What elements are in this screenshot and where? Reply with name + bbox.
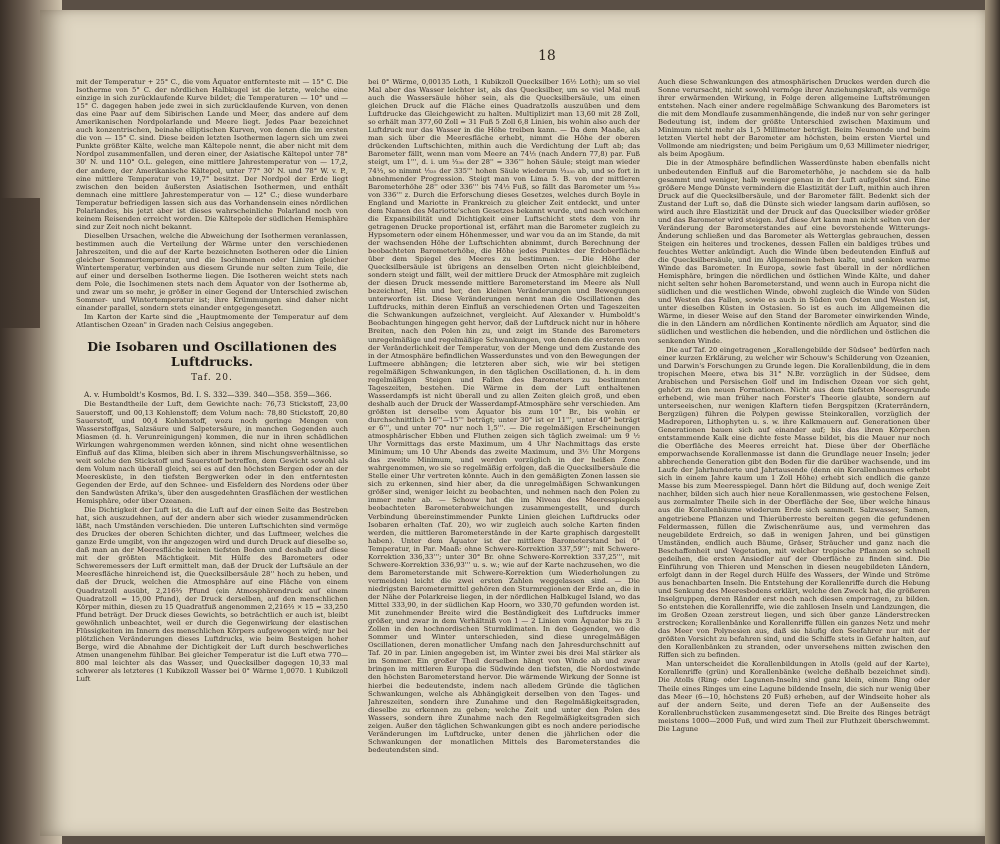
text-column-right	[658, 78, 930, 808]
section-heading: Die Isobaren und Oscillationen des Luftdrucks.	[87, 339, 337, 370]
paragraph: bei 0° Wärme, 0,00135 Loth, 1 Kubikzoll Quecksilber 16½ Loth); um so viel Mal aber das Wasser leichter ist, als das Quecksilber, um so viel Mal muß auch die Wassersäule höher sein, als die Quecksilbersäule, um einen gleichen Druck auf die Fläche eines Quadratzolls auszuüben und dem Luftdrucke das Gleichgewicht zu halten. Multiplizirt man 13,60 mit 28 Zoll, so erhält man 377,60 Zoll = 31 Fuß 5 Zoll 6,8 Linien, bis wohin also auch der Luftdruck nur das Wasser in die Höhe treiben kann. — Da dem Maaße, als man sich über die Meeresfläche erhebt, nimmt die Höhe der oberen drückenden Luftschichten, mithin auch die Verdichtung der Luft ab; das Barometer fällt, wenn man vom Meere an 74⅓ (nach Andern 77,8) par. Fuß steigt, um 1''', d. i. um ⅓₃₆ der 28'' = 336''' hohen Säule; steigt man wieder 74⅓, so nimmt ⅓₃₅ der 335''' hohen Säule wiederum ⅓₃₃₅ ab, und so fort in abnehmender Progression. Steigt man von Lima 5. B. von der mittleren Barometerhöhe 28'' oder 336''' bis 74⅓ Fuß, so fällt das Barometer um ⅓₃₆ von 336''' z. Durch die Erforschung dieses Gesetzes, welches durch Boyle in England und Mariotte in Frankreich zu gleicher Zeit entdeckt, und unter dem Namen des Mariotte'schen Gesetzes bekannt wurde, und nach welchem die Expansibilität und Dichtigkeit einer Luftschicht stets dem von ihr getragenen Drucke proportional ist, erfährt man die Barometer zugleich zu Hypsometern oder einem Höhenmesser, und war vou da an im Stande, da mit der wachsenden Höhe der Luftschichten abnimmt, durch Berechnung der beobachteten Barometerhöhe, die Höhe jedes Punktes der Erdoberfläche über dem Spiegel des Meeres zu bestimmen. — Die Höhe der Quecksilbersäule ist übrigens an denselben Orten nicht gleichbleibend, sondern steigt und fällt, weil der mittlere Druck der Atmosphäre mit zugleich der diesen Druck messende mittlere Barometerstand im Meere als Null bezeichnet, Hin und her, den kleinen Veränderungen und Bewegungen unterworfen ist. Diese Veränderungen nennt man die Oscillationen des Luftdrucks, mithin deren Einfluß an verschiedenen Orten und Tageszeiten die Schwankungen aufzeichnet, vergleicht. Auf Alexander v. Humboldt's Beobachtungen hingegen geht hervor, daß der Luftdruck nicht nur in höhere Breiten, nach den Polen hin zu, und zeigt im Stande des Barometers unregelmäßige und regelmäßige Schwankungen, von denen die ersteren von der Veränderlichkeit der Temperatur, von der Menge und dem Zustande des in der Atmosphäre befindlichen Wasserdunstes und von den Bewegungen der Luftmeere abhängen; die letzteren aber sich, wie wir bei stetigen regelmäßigen Schwankungen, in den täglichen Oscillationen, d. h. in dem regelmäßigen Steigen und Fallen des Barometers zu bestimmten Tageszeiten, bestehen. Die Wärme in dem der Luft enthaltenen Wasserdampfs ist nicht überall und zu allen Zeiten gleich groß, und eben deshalb auch der Druck der Wasserdampf-Atmosphäre sehr verschieden. Am größten ist derselbe vom Äquator bis zum 10° Br., bis wohin er durchschnittlich 16'''—15''' beträgt; unter 30° ist er 11''', unter 40° beträgt er 6''', und unter 70° nur noch 1,5'''. — Die regelmäßigen Erscheinungen atmosphärischer Ebben und Fluthen zeigen sich täglich zweimal: um 9 ½ Uhr Vormittags das erste Maximum, um 4 Uhr Nachmittags das erste Minimum; um 10 Uhr Abends das zweite Maximum, und 3½ Uhr Morgens das zweite Minimum, und werden vorzüglich in der heißen Zone wahrgenommen, wo sie so regelmäßig erfolgen, daß die Quecksilbersäule die Stelle einer Uhr vertreten könnte. Auch in den gemäßigten Zonen lassen sie sich zu erkennen, sind hier aber, da die unregelmäßigen Schwankungen größer sind, weniger leicht zu beobachten, und nehmen nach den Polen zu immer mehr ab. — Schouw hat die im Niveau des Meeresspiegels beobachteten Barometerabweichungen zusammengestellt, und durch Verbindung übereinstimmender Punkte Linien gleichen Luftdrucks oder Isobaren erhalten (Taf. 20), wo wir zugleich auch solche Karten finden werden, die mittleren Barometerstände in der Karte graphisch dargestellt haben). Unter dem Äquator ist der mittlere Barometerstand bei 0° Temperatur, in Par. Maaß: ohne Schwere-Korrektion 337,59'''; mit Schwere-Korrektion 336,33'''; unter 30° Br. ohne Schwere-Korrektion 337,25''', mit Schwere-Korrektion 336,93''' u. s. w.; wie auf der Karte nachzusehen, wo die dem Barometerstande mit Schwere-Korrektion (um Wiederholungen zu vermeiden) leicht die zwei ersten Zahlen weggelassen sind. — Die niedrigsten Barometermittel gehören den Sturmregionen der Erde an, die in der Nähe der Polarkreise liegen, in der nördlichen Halbkugel Island, wo das Mittel 333,90, in der südlichen Kap Hoorn, wo 330,70 gefunden worden ist. Mit zunehmender Breite wird die Beständigkeit des Luftdrucks immer größer, und zwar in dem Verhältniß von 1 — 2 Linien vom Äquator bis zu 3 Zollen in den hochnordischen Sturmklimaten. In den Gegenden, wo die Sommer und Winter unterschieden, sind diese unregelmäßigen Oscillationen, deren monatlicher Umfang nach den Jahresdurchschnitt auf Taf. 20 in par. Linien angegeben ist, im Winter zwei bis drei Mal stärker als im Sommer. Ein großer Theil derselben hängt von Winde ab und zwar bringen im mittleren Europa die Südwinde den tiefsten, die Nordostwinde den höchsten Barometerstand hervor. Die wärmende Wirkung der Sonne ist hierbei die bedeutendste, indem nach alledem Gründe die täglichen Schwankungen, welche als Abhängigkeit derselben von den Tages- und Jahreszeiten, sondern ihre Zunahme und den Regelmäßigkeitsgraden, dieselbe zu erkennen zu geben; welche Zeit und unter den Polen des Wassers, sondern ihre Zunahme nach den Regelmäßigkeitsgraden sich zeigen. Außer den täglichen Schwankungen gibt es noch andere periodische Veränderungen im Luftdrucke, unter denen die jährlichen oder die Schwankungen der monatlichen Mittels des Barometerstandes die bedeutendsten sind.	[368, 78, 640, 754]
paragraph: Man unterscheidet die Korallenbildungen in Atolls (geld auf der Karte), Korallenriffe (grün) und Korallenbänke (welche deßhalb bezeichnet sind). Die Atolls (Ring- oder Lagunen-Inseln) sind ganz klein, einem Ring oder Theile eines Ringes um eine Lagune bildende Inseln, die sich nur wenig über das Meer (6—10, höchstens 20 Fuß) erheben, auf der Windseite hoher als auf der andern Seite, und deren Tiefe an der Außenseite des Korallenbruchstücken zusammengesetzt sind. Die Breite des Ringes beträgt meistens 1000—2000 Fuß, und wird zum Theil zur Fluthzeit überschwemmt. Die Lagune	[658, 660, 930, 733]
text-column-middle	[368, 78, 640, 808]
paragraph: Die Dichtigkeit der Luft ist, da die Luft auf der einen Seite das Bestreben hat, sich auszudehnen, auf der andern aber sich wieder zusammendrücken läßt, nach Umständen verschieden. Die unteren Luftschichten sind vermöge des Druckes der oberen Schichten dichter, und das Luftmeer, welches die ganze Erde umgibt, von ihr angezogen wird und durch Druck auf dieselbe so, daß man an der Meeresfläche keinen tiefsten Boden und deshalb auf diese mit der größten Mächtigkeit. Mit Hülfe des Barometers oder Schweremessers der Luft ermittelt man, daß der Druck der Luftsäule an der Meeresfläche hinreichend ist, die Quecksilbersäule 28'' hoch zu heben, und daß der Druck, welchen die Atmosphäre auf eine Fläche von einem Quadratzoll ausübt, 2,216⅔ Pfund (ein Atmosphärendruck auf einem Quadratzoll = 15,00 Pfund), der Druck derselben, auf den menschlichen Körper mithin, diesen zu 15 Quadratfuß angenommen 2,216⅔ × 15 = 33,250 Pfund beträgt. Der Druck dieses Gewichts, so beträchtlich er auch ist, bleibt gewöhnlich unbeachtet, weil er durch die Gegenwirkung der elastischen Flüssigkeiten im Innern des menschlichen Körpers aufgewogen wird; nur bei plötzlichen Veränderungen dieses Luftdrucks, wie beim Besteigen hoher Berge, wird die Abnahme der Dichtigkeit der Luft durch beschwerliches Atmen unangenehm fühlbar. Bei gleicher Temperatur ist die Luft etwa 770—800 mal leichter als das Wasser, und Quecksilber dagegen 10,33 mal schwerer als letzteres (1 Kubikzoll Wasser bei 0° Wärme 1,0070. 1 Kubikzoll Luft	[76, 506, 348, 684]
text-column-left	[76, 78, 348, 808]
literature-reference: A. v. Humboldt's Kosmos, Bd. I. S. 332—339. 340—358. 359—366.	[84, 390, 332, 400]
page-number: 18	[538, 48, 556, 64]
paragraph: mit der Temperatur + 25° C., die vom Äquator entfernteste mit — 15° C. Die Isotherme von 5° C. der nördlichen Halbkugel ist die letzte, welche eine einzige in sich zurücklaufende Kurve bildet; die Temperaturen — 10° und — 15° C. dagegen haben jede zwei in sich zurücklaufende Kurven, von denen das eine Paar auf dem Sibirischen Lande und Meer, das andere auf dem Amerikanischen Nordpolarlande und Meere liegt. Jedes Paar bezeichnet auch konzentrischen, beinahe elliptischen Kurven, von denen die im ersten die von — 15° C. sind. Diese beiden letzten Isothermen lagern sich um zwei Punkte größter Kälte, welche man Kältepole nennt, die aber nicht mit dem Nordpol zusammenfallen, und deren einer, der Asiatische Kältepol unter 78° 30' N. und 110° O.L. gelegen, eine mittlere Jahrestemperatur von — 17,2, der andere, der Amerikanische Kältepol, unter 77° 30' N. und 78° W. v. P., eine mittlere Temperatur von 19,7° besitzt. Der Nordpol der Erde liegt zwischen den beiden äußersten Asiatischen Isothermen, und enthält demnach eine mittlere Jahrestemperatur von — 12° C.; diese wunderbare Temperatur befriedigen lassen sich aus das Vorhandensein eines nördlichen Polarlandes, bis jetzt aber ist dieses wahrscheinliche Polarland noch von keinem Reisenden erreicht worden. Die Kältepole der südlichen Hemisphäre sind zur Zeit noch nicht bekannt.	[76, 78, 348, 231]
paragraph: Die auf Taf. 20 eingetragenen „Korallengebilde der Südsee" bedürfen nach einer kurzen Erklärung, zu welcher wir Schouw's Schilderung von Ozeanien, und Darwin's Forschungen zu Grunde legen. Die Korallenbildung, die in dem tropischen Meere, etwa bis 31° N.Br. vorzüglich in der Südsee, dem Arabischen und Persischen Golf und im Indischen Ozean vor sich geht, gehört zu den neuen Formationen. Nicht aus dem tiefsten Meeresgrunde erhebend, wie man früher nach Forster's Theorie glaubte, sondern auf unterseeischen, nur wenigen Klaftern tiefen Bergspitzen (Kraterrändern, Bergzügen) führen die Polypen gewisse Steinkorallen, vorzüglich der Madreporen, Lithophyten u. s. w. ihre Kalkmauern auf. Generationen über Generationen bauen sich auf einander auf; bis das ihren Körperchen entstammende Kalk eine dichte feste Masse bildet, bis die Mauer nur noch die Oberfläche des Meeres erreicht hat. Diese über der Oberfläche emporwachsende Korallenmasse ist dann die Grundlage neuer Inseln; jeder abbrechende Generation gibt den Boden für die darüber wachsende, und im Laufe der Jahrhunderte und Jahrtausende (denn ein Korallenbaumes erhebt sich in einem Jahre kaum um 1 Zoll Höhe) erhebt sich endlich die ganze Masse bis zum Meeresspiegel. Dann hört die Bildung auf, doch wenige Zeit nachher, bilden sich auch hier neue Korallenmassen, wie gestochene Felsen, aus zermalmter Theile sich in der Oberfläche der See, über welche hinaus aus die Korallenbäume wiederum Erde sich sammelt. Salzwasser, Samen, angetriebene Pflanzen und Thierüberreste bereiten gegen die gefundenen Feldermassen, füllen die Zwischenräume aus, und vermehren das neugebildete Erdreich, so daß in wenigen Jahren, und bei günstigen Umständen, endlich auch Bäume, Gräser, Sträucher und ganz nach die Beschaffenheit und Vegetation, mit welcher tropische Pflanzen so schnell gedeihen, die ersten Ansiedler auf der Oberfläche zu finden sind. Die Einführung von Thieren und Menschen in diesen neugebildeten Ländern, erfolgt dann in der Regel durch Hülfe des Wassers, der Winde und Ströme aus benachbarten Inseln. Die Entstehung der Korallenriffe durch die Hebung und Senkung des Meeresbodens erklärt, welche den Zweck hat, die größeren Inselgruppen, deren Ränder erst noch nach diesen emporragen, zu bilden. So entstehen die Korallenriffe, wie die zahllosen Inseln und Landzungen, die im Großen Ozean zerstreut liegen, und sich über ganze Länderstrecken erstrecken; Korallenbänke und Korallenriffe füllen ein ganzes Netz und mehr das Meer von Polynesien aus, daß sie häufig den Seefahrer nur mit der größten Vorsicht zu befahren sind, und die Schiffe stets in Gefahr halten, auf den Korallenbänken zu stranden, oder unversehens mitten zwischen den Riffen sich zu befinden.	[658, 345, 930, 660]
page-stack-edge	[985, 0, 1000, 844]
paragraph: Die Bestandtheile der Luft, dem Gewichte nach: 76,73 Stickstoff, 23,00 Sauerstoff, und 00,13 Kohlenstoff; dem Volum nach: 78,80 Stickstoff, 20,80 Sauerstoff, und 00,4 Kohlenstoff, wozu noch geringe Mengen von Wasserstoffgas, Salzsäure und Salpetersäure, in manchen Gegenden auch Miasmen (d. h. Verunreinigungen) kommen, die nur in ihren schädlichen Wirkungen wahrgenommen werden können, sind nicht ohne wesentlichen Einfluß auf das Klima, bleiben sich aber in ihrem Mischungsverhältnisse, so weit solche den Stickstoff und Sauerstoff betreffen, dem Gewicht sowohl als dem Volum nach überall gleich, sei es auf den höchsten Bergen oder an der Meeresküste, in den tiefsten Bergwerken oder in den entferntesten Gegenden der Erde, auf den Schnee- und Eisfeldern des Nordens oder über den Sandwüsten Afrika's, über den ausgedehnten Grasflächen der westlichen Hemisphäre, oder über Ozeanen.	[76, 400, 348, 506]
paragraph: Im Karton der Karte sind die „Hauptmomente der Temperatur auf dem Atlantischen Ozean" in Graden nach Celsius angegeben.	[76, 313, 348, 330]
plate-reference: Taf. 20.	[191, 373, 233, 384]
paragraph: Die in der Atmosphäre befindlichen Wasserdünste haben ebenfalls nicht unbedeutenden Einfluß auf die Barometerhöhe, je nachdem sie da halb gesammt und weniger, halb weniger genau in der Luft aufgelöst sind. Eine größere Menge Dünste vermindern die Elastizität der Luft, mithin auch ihren Druck auf die Quecksilbersäule, und der Barometer fällt. Bedenkt sich der Zustand der Luft so, daß die Dünste sich wieder langsam darin auflösen, so wird auch ihre Elastizität und der Druck auf das Quecksilber wieder größer und das Barometer wird steigen. Auf diese Art kann man nicht selten von der Veränderung der Barometerstandes auf eine bevorstehende Witterungs-Änderung schließen und das Barometer als Wetterglas gebrauchen, dessen Steigen ein heiteres und trockenes, dessen Fallen ein baldiges trübes und feuchtes Wetter ankündigt. Auch die Winde üben bedeutenden Einfluß auf die Quecksilbersäule, und im Allgemeinen heben kalte, und senken warme Winde das Barometer. In Europa, sowie fast überall in der nördlichen Hemisphäre, bringen die nördlichen und östlichen Winde Kälte, und daher nicht selten sehr hohen Barometerstand, und wenn auch in Europa nicht die südlichen und die westlichen Winde, obwohl zugleich die Winde von Süden und Westen das Fallen, sowie es auch in Süden von Osten und Westen ist, unter dieselben Küsten in Ostasien. So ist es auch im Allgemeinen die Wärme, in dieser Weise auf den Stand der Barometer einwirkenden Winde, die in den Ländern am nördlichen Kontinente nördlich am Äquator, sind die südlichen und westlichen die hebenden, und die nördlichen und östlichen die senkenden Winde.	[658, 159, 930, 345]
paragraph: Auch diese Schwankungen des atmosphärischen Druckes werden durch die Sonne verursacht, nicht sowohl vermöge ihrer Anziehungskraft, als vermöge ihrer erwärmenden Wirkung, in Folge deren allgemeine Luftströmungen entstehen. Nach einer andere regelmäßige Schwankung des Barometers ist die mit dem Mondlaufe zusammenhängende, die indeß nur von sehr geringer Bedeutung ist, indem der größte Unterschied zwischen Maximum und Minimum nicht mehr als 1,5 Millimeter beträgt. Beim Neumonde und beim letzten Viertel hebt der Barometer am höchsten, beim ersten Viertel und Vollmonde am niedrigsten; und beim Perigäum um 0,63 Millimeter niedriger, als beim Apogäum.	[658, 78, 930, 159]
paragraph: Dieselben Ursachen, welche die Abweichung der Isothermen veranlassen, bestimmen auch die Verteilung der Wärme unter den verschiedenen Jahreszeiten, und die auf der Karte bezeichneten Isotheren oder die Linien gleicher Sommertemperatur, und die Isochimenen oder Linien gleicher Wintertemperatur, verbinden aus diesem Grunde nur selten zum Teile, die auf einer und derselben Isotherme liegen. Die Isotheren weicht stets nach dem Pole, die Isochimenen stets nach dem Äquator von der Isotherme ab, und zwar um so mehr, je größer in einer Gegend der Unterschied zwischen Sommer- und Wintertemperatur ist; ihre Krümmungen sind daher nicht einander parallel, sondern stets einander entgegengesetzt.	[76, 231, 348, 313]
